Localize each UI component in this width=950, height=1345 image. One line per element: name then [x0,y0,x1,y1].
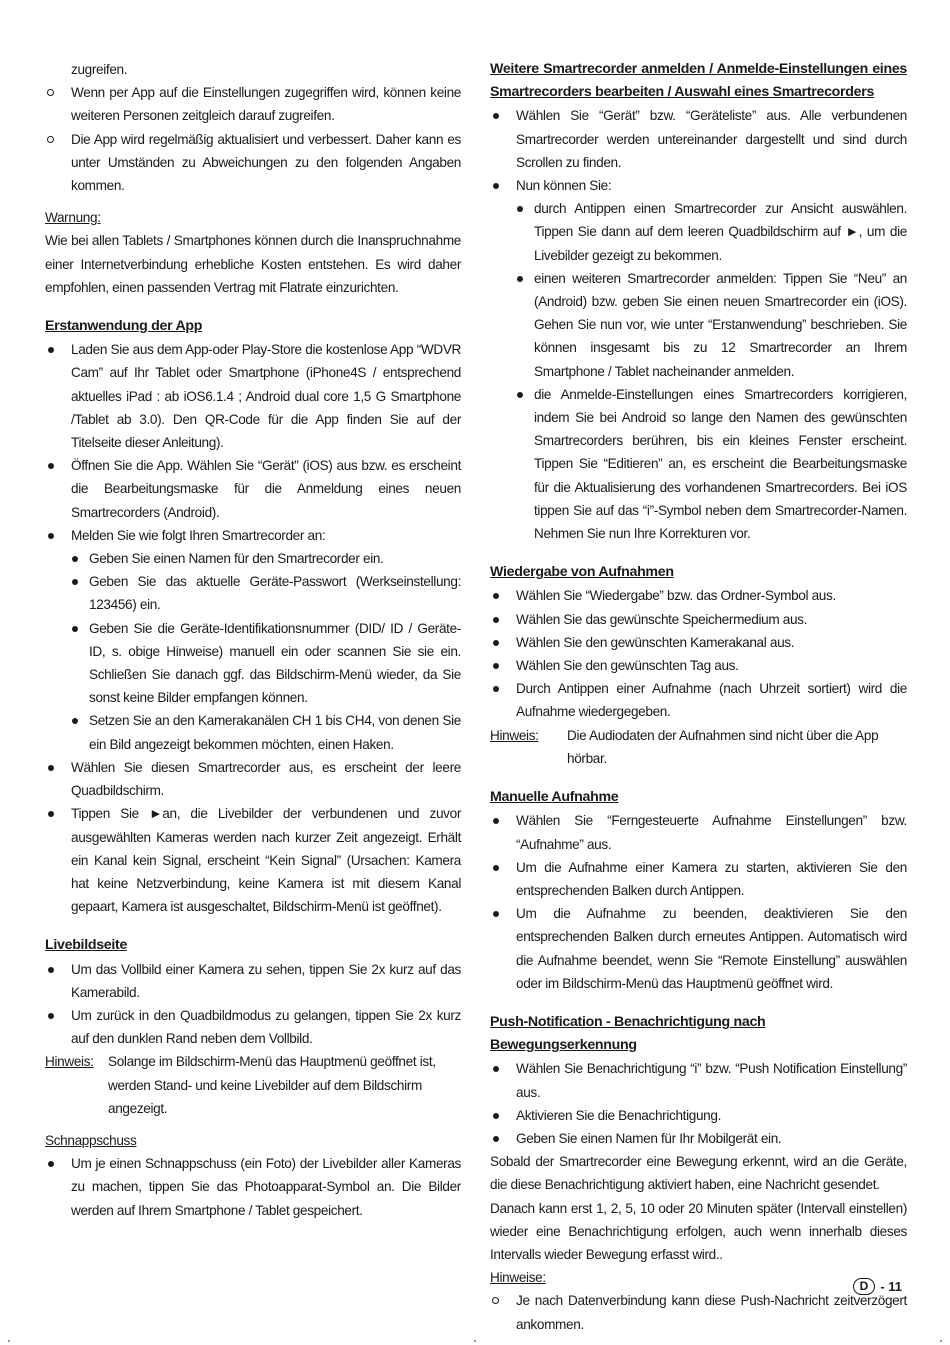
list-item: Laden Sie aus dem App-oder Play-Store die kostenlose App “WDVR Cam” auf Ihr Tablet oder Smartphone (iPhone4S / entsprechend aktuelles iPad : ab iOS6.1.4 ; Android dual core 1,5 G Smartphone /Tablet ab 3.0). Den QR-Code für die App finden Sie auf der Titelseite dieser Anleitung). [45,338,461,454]
warning-text: Wie bei allen Tablets / Smartphones können durch die Inanspruchnahme einer Internetverbindung erhebliche Kosten entstehen. Es wird daher empfohlen, einen passenden Vertrag mit Flatrate einzurichten. [45,233,461,295]
crop-mark [940,1340,942,1342]
left-column [45,58,461,1222]
first-use-list [45,338,461,918]
crop-mark [8,1340,10,1342]
list-item: Wählen Sie “Gerät” bzw. “Geräteliste” aus. Alle verbundenen Smartrecorder werden untereinander dargestellt und sind durch Scrollen zu finden. [490,104,907,174]
list-item: Um je einen Schnappschuss (ein Foto) der Livebilder aller Kameras zu machen, tippen Sie das Photoapparat-Symbol an. Die Bilder werden auf Ihrem Smartphone / Tablet gespeichert. [45,1152,461,1222]
note-text: Solange im Bildschirm-Menü das Hauptmenü geöffnet ist, werden Stand- und keine Livebilder auf dem Bildschirm angezeigt. [108,1054,436,1116]
list-item: Wählen Sie “Wiedergabe” bzw. das Ordner-Symbol aus. [490,584,907,607]
intro-list [45,81,461,197]
list-item: Wählen Sie diesen Smartrecorder aus, es erscheint der leere Quadbildschirm. [45,756,461,802]
note-label: Hinweis: [45,1054,94,1070]
sub-list [45,547,461,756]
list-item: Um die Aufnahme zu beenden, deaktivieren Sie den entsprechenden Balken durch erneutes Antippen. Automatisch wird die Aufnahme beendet, wenn Sie “Remote Einstellung” auswählen oder im Bildschirm-Menü das Hauptmenü geöffnet wird. [490,902,907,995]
list-item: Je nach Datenverbindung kann diese Push-Nachricht zeitverzögert ankommen. [490,1289,907,1335]
list-item-text: Melden Sie wie folgt Ihren Smartrecorder an: [71,527,326,543]
list-item [45,524,461,756]
push-list [490,1057,907,1150]
list-item: Um die Aufnahme einer Kamera zu starten, aktivieren Sie den entsprechenden Balken durch Antippen. [490,856,907,902]
section-title-first-use: Erstanwendung der App [45,318,203,335]
manual-list [490,809,907,995]
list-item: Um zurück in den Quadbildmodus zu gelangen, tippen Sie 2x kurz auf den dunklen Rand neben dem Vollbild. [45,1004,461,1050]
section-title-playback: Wiedergabe von Aufnahmen [490,564,674,581]
list-item: Tippen Sie ►an, die Livebilder der verbundenen und zuvor ausgewählten Kameras werden nach kurzer Zeit angezeigt. Erhält ein Kanal kein Signal, erscheint “Kein Signal” (Ursachen: Kamera hat keine Netzverbindung, keine Kamera ist mit diesem Kanal gepaart, Kamera ist ausgeschaltet, Bildschirm-Menü ist geöffnet). [45,802,461,918]
sub-list [490,197,907,545]
section-title-more: Weitere Smartrecorder anmelden / Anmelde-Einstellungen eines Smartrecorders bearbeiten / Auswahl eines Smartrecorders [490,61,907,101]
list-item: Wenn per App auf die Einstellungen zugegriffen wird, können keine weiteren Personen zeitgleich darauf zugreifen. [45,81,461,127]
live-list [45,958,461,1051]
language-badge: D [853,1278,876,1295]
sub-item: Geben Sie einen Namen für den Smartrecorder ein. [45,547,461,570]
right-column [490,58,907,1336]
sub-item: Geben Sie die Geräte-Identifikationsnummer (DID/ ID / Geräte-ID, s. obige Hinweise) manuell ein oder scannen Sie sie ein. Schließen Sie danach ggf. das Bildschirm-Menü wieder, da Sie sonst keine Bilder empfangen können. [45,617,461,710]
push-paragraph: Danach kann erst 1, 2, 5, 10 oder 20 Minuten später (Intervall einstellen) wieder eine Benachrichtigung erfolgen, auch wenn innerhalb dieses Intervalls wieder Bewegung erfasst wird.. [490,1200,907,1262]
list-item: Wählen Sie “Ferngesteuerte Aufnahme Einstellungen” bzw. “Aufnahme” aus. [490,809,907,855]
page-footer [853,1278,902,1295]
sub-item: einen weiteren Smartrecorder anmelden: Tippen Sie “Neu” an (Android) bzw. geben Sie einen neuen Smartrecorder ein (iOS). Gehen Sie nun vor, wie unter “Erstanwendung” beschrieben. Sie können insgesamt bis zu 12 Smartrecorder an Ihrem Smartphone / Tablet nacheinander anmelden. [490,267,907,383]
list-item: Um das Vollbild einer Kamera zu sehen, tippen Sie 2x kurz auf das Kamerabild. [45,958,461,1004]
list-item: Wählen Sie Benachrichtigung “i” bzw. “Push Notification Einstellung” aus. [490,1057,907,1103]
list-item: Wählen Sie den gewünschten Kamerakanal aus. [490,631,907,654]
sub-item: durch Antippen einen Smartrecorder zur Ansicht auswählen. Tippen Sie dann auf dem leeren Quadbildschirm auf ►, um die Livebilder gezeigt zu bekommen. [490,197,907,267]
sub-item: die Anmelde-Einstellungen eines Smartrecorders korrigieren, indem Sie bei Android so lange den Namen des gewünschten Smartrecorders berühren, bis ein kleines Fenster erscheint. Tippen Sie “Editieren” an, es erscheint die Bearbeitungsmaske für die Aktualisierung des vorhandenen Smartrecorders. Bei iOS tippen Sie auf das “i”-Symbol neben dem Smartrecorder-Namen. Nehmen Sie nun Ihre Korrekturen vor. [490,383,907,545]
playback-note [490,724,907,770]
intro-continuation: zugreifen. [71,62,128,77]
list-item: Aktivieren Sie die Benachrichtigung. [490,1104,907,1127]
list-item: Geben Sie einen Namen für Ihr Mobilgerät ein. [490,1127,907,1150]
list-item: Durch Antippen einer Aufnahme (nach Uhrzeit sortiert) wird die Aufnahme wiedergegeben. [490,677,907,723]
section-title-push: Push-Notification - Benachrichtigung nach Bewegungserkennung [490,1013,766,1054]
list-item [490,174,907,545]
live-note [45,1050,461,1120]
sub-item: Setzen Sie an den Kamerakanälen CH 1 bis CH4, von denen Sie ein Bild angezeigt bekommen möchten, einen Haken. [45,709,461,755]
push-paragraph: Sobald der Smartrecorder eine Bewegung erkennt, wird an die Geräte, die diese Benachrichtigung aktiviert haben, eine Nachricht gesendet. [490,1154,907,1193]
page-number: - 11 [880,1279,902,1294]
note-label: Hinweis: [490,727,539,743]
section-title-snapshot: Schnappschuss [45,1132,137,1148]
more-list [490,104,907,545]
list-item: Öffnen Sie die App. Wählen Sie “Gerät” (iOS) aus bzw. es erscheint die Bearbeitungsmaske für die Anmeldung eines neuen Smartrecorders (Android). [45,454,461,524]
playback-list [490,584,907,723]
section-title-live: Livebildseite [45,937,128,954]
list-item: Die App wird regelmäßig aktualisiert und verbessert. Daher kann es unter Umständen zu Abweichungen zu den folgenden Angaben kommen. [45,128,461,198]
note-text: Die Audiodaten der Aufnahmen sind nicht über die App hörbar. [567,727,879,766]
section-title-manual: Manuelle Aufnahme [490,789,619,806]
list-item: Wählen Sie das gewünschte Speichermedium aus. [490,608,907,631]
push-notes-list [490,1289,907,1335]
crop-mark [474,1340,476,1342]
notes-label: Hinweise: [490,1270,546,1286]
snapshot-list [45,1152,461,1222]
list-item-text: Nun können Sie: [516,178,612,194]
list-item: Wählen Sie den gewünschten Tag aus. [490,654,907,677]
sub-item: Geben Sie das aktuelle Geräte-Passwort (Werkseinstellung: 123456) ein. [45,570,461,616]
warning-label: Warnung: [45,210,101,226]
